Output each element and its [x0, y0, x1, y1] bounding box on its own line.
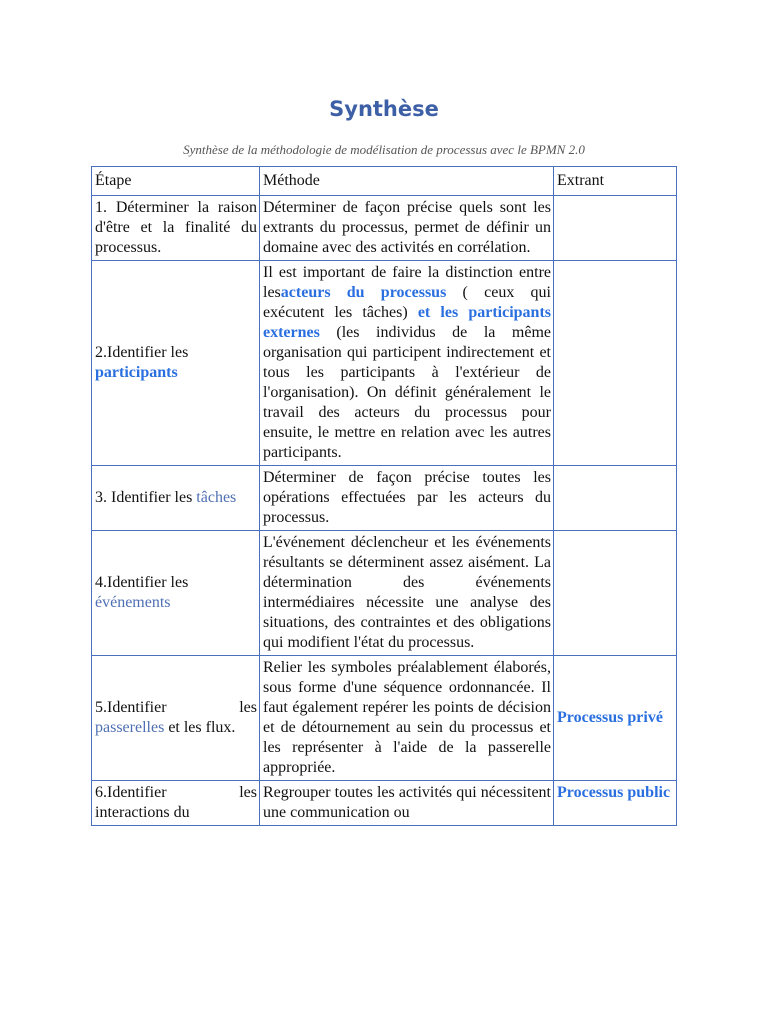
table-header-row	[92, 167, 677, 196]
table-row	[92, 466, 677, 531]
method-cell	[260, 261, 554, 466]
header-etape: Étape	[92, 167, 260, 196]
table-row	[92, 531, 677, 656]
step-text: 2.Identifier les	[95, 344, 189, 361]
step-text: et les flux.	[164, 719, 236, 736]
method-cell: L'événement déclencheur et les événements résultants se déterminent assez aisément. La détermination des événements intermédiaires nécessite une analyse des situations, des contraintes et des obligations qui modifient l'état du processus.	[260, 531, 554, 656]
table-row	[92, 196, 677, 261]
step-text: 5.Identifier les	[95, 699, 257, 716]
step-cell	[92, 261, 260, 466]
table-row	[92, 656, 677, 781]
table-row	[92, 261, 677, 466]
method-cell: Déterminer de façon précise quels sont les extrants du processus, permet de définir un domaine avec des activités en corrélation.	[260, 196, 554, 261]
step-text: 3. Identifier les	[95, 489, 197, 506]
page-title: Synthèse	[329, 97, 439, 121]
method-text: ( ceux qui exécutent les tâches)	[263, 284, 552, 321]
step-cell	[92, 531, 260, 656]
method-text: (les individus de la même organisation qui participent indirectement et tous les participants à l'extérieur de l'organisation). On définit généralement le travail des acteurs du processus pour ensuite, le mettre en relation avec les autres participants.	[263, 324, 551, 461]
table-caption: Synthèse de la méthodologie de modélisation de processus avec le BPMN 2.0	[183, 142, 585, 157]
table-row	[92, 781, 677, 826]
output-cell: Processus public	[554, 781, 677, 826]
step-cell	[92, 656, 260, 781]
header-methode: Méthode	[260, 167, 554, 196]
synthesis-table	[91, 166, 677, 826]
step-cell: 6.Identifier les interactions du	[92, 781, 260, 826]
method-cell: Déterminer de façon précise toutes les opérations effectuées par les acteurs du processus.	[260, 466, 554, 531]
output-cell	[554, 261, 677, 466]
output-cell	[554, 196, 677, 261]
participants-link[interactable]: participants	[95, 364, 178, 381]
tasks-link[interactable]: tâches	[196, 489, 237, 506]
output-cell: Processus privé	[554, 656, 677, 781]
events-link[interactable]: événements	[95, 594, 171, 611]
output-cell	[554, 466, 677, 531]
step-cell	[92, 466, 260, 531]
output-cell	[554, 531, 677, 656]
header-extrant: Extrant	[554, 167, 677, 196]
step-cell: 1. Déterminer la raison d'être et la finalité du processus.	[92, 196, 260, 261]
step-text: 4.Identifier les	[95, 574, 189, 591]
method-cell: Regrouper toutes les activités qui nécessitent une communication ou	[260, 781, 554, 826]
method-cell: Relier les symboles préalablement élaborés, sous forme d'une séquence ordonnancée. Il faut également repérer les points de décision et de détournement au sein du processus et les représenter à l'aide de la passerelle appropriée.	[260, 656, 554, 781]
actors-link[interactable]: acteurs du processus	[280, 284, 447, 301]
external-participants-link[interactable]: et les participants externes	[263, 304, 552, 341]
gateways-link[interactable]: passerelles	[95, 719, 165, 736]
method-text: Il est important de faire la distinction entre les	[263, 264, 551, 301]
